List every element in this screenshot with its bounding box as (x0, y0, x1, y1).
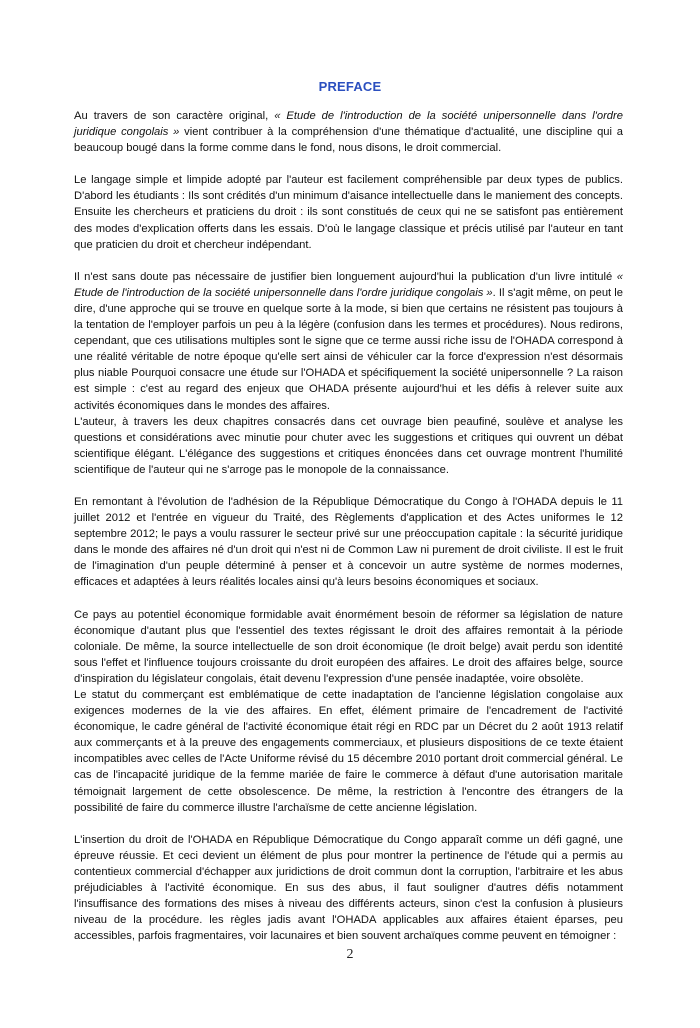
paragraph-adhesion: En remontant à l'évolution de l'adhésion de la République Démocratique du Congo à l'OHADA depuis le 11 juillet 2012 et l'entrée en vigueur du Traité, des Règlements d'application et des Actes uniformes le 12 septembre 2012; le pays a voulu rassurer le secteur privé sur une préoccupation capitale : la sécurité juridique dans le monde des affaires né d'un droit qui n'est ni de Common Law ni purement de droit civiliste. Il est le fruit de l'imagination d'un peuple déterminé à penser et à concevoir un autre système de normes modernes, efficaces et adaptées à leurs réalités locales ainsi qu'à leurs besoins économiques et sociaux. (74, 495, 623, 589)
preface-body (74, 108, 623, 960)
paragraph-justification (74, 269, 623, 414)
paragraph-intro (74, 108, 623, 156)
paragraph-author: L'auteur, à travers les deux chapitres consacrés dans cet ouvrage bien peaufiné, soulève et analyse les questions et considérations avec minutie pour chuter avec les suggestions et critiques qui ouvrent un débat scientifique élégant. L'élégance des suggestions et critiques énoncées dans cet ouvrage montrent l'humilité scientifique de l'auteur qui ne s'arroge pas le monopole de la connaissance. (74, 415, 623, 476)
paragraph-justification-lead: Il n'est sans doute pas nécessaire de justifier bien longuement aujourd'hui la publication d'un livre intitulé (74, 270, 617, 283)
book-title-citation: « Etude de l'introduction de la société unipersonnelle dans l'ordre juridique congolais » (74, 110, 623, 139)
paragraph-language: Le langage simple et limpide adopté par l'auteur est facilement compréhensible par deux types de publics. D'abord les étudiants : Ils sont crédités d'un minimum d'aisance intellectuelle dans le maniement des concepts. Ensuite les chercheurs et praticiens du droit : ils sont constitués de ceux qui ne se satisfont pas entièrement des modes d'explication offerts dans les essais. D'où le langage classique et précis utilisé par l'auteur en tant que praticien du droit et chercheur indépendant. (74, 174, 623, 251)
page-number: 2 (346, 947, 354, 962)
paragraph-justification-tail: . Il s'agit même, on peut le dire, d'une approche qui se trouve en quelque sorte à la mode, si bien que certains ne résistent pas toujours à la tentation de l'employer parfois un peu à la légère (confusion dans les termes et procédures). Nous redirons, cependant, que ces utilisations multiples sont le signe que ce terme aussi riche issu de l'OHADA correspond à une réalité véritable de notre époque qu'elle sert ainsi de véhiculer car la force d'expression n'est désormais plus niable Pourquoi consacre une étude sur l'OHADA et spécifiquement la société unipersonnelle ? La raison est simple : c'est au regard des enjeux que OHADA présente aujourd'hui et les défis à relever suite aux activités économiques dans le mondes des affaires. (74, 286, 623, 412)
paragraph-intro-lead: Au travers de son caractère original, (74, 110, 275, 122)
paragraph-reform: Ce pays au potentiel économique formidable avait énormément besoin de réformer sa législation de nature économique d'autant plus que l'essentiel des textes régissant le droit des affaires remontait à la période coloniale. De même, la source intellectuelle de son droit économique (le droit belge) avait perdu son identité sous l'effet et l'influence toujours croissante du droit européen des affaires. Le droit des affaires belge, source d'inspiration du législateur congolais, était devenu l'expression d'une pensée inadaptée, voire obsolète. (74, 608, 623, 685)
paragraph-intro-tail: vient contribuer à la compréhension d'une thématique d'actualité, une discipline qui a beaucoup bougé dans la forme comme dans le fond, nous disons, le droit commercial. (74, 126, 624, 155)
paragraph-insertion: L'insertion du droit de l'OHADA en République Démocratique du Congo apparaît comme un défi gagné, une épreuve réussie. Et ceci devient un élément de plus pour montrer la pertinence de l'étude qui a permis au contentieux commercial d'échapper aux juridictions de droit commun dont la corruption, l'arbitraire et les abus préjudiciables à l'activité économique. En sus des abus, il faut souligner d'autres défis notamment l'insuffisance des formations des mises à niveau des différents acteurs, sinon c'est la confusion à plusieurs niveau de la procédure. les règles jadis avant l'OHADA applicables aux affaires étaient éparses, peu accessibles, parfois fragmentaires, voir lacunaires et bien souvent archaïques comme peuvent en témoigner : (74, 833, 623, 943)
page-title: PREFACE (318, 79, 382, 94)
book-title-citation-2: « Etude de l'introduction de la société unipersonnelle dans l'ordre juridique congolais » (74, 270, 623, 299)
paragraph-merchant-status: Le statut du commerçant est emblématique de cette inadaptation de l'ancienne législation congolaise aux exigences modernes de la vie des affaires. En effet, élément primaire de l'encadrement de l'activité économique, le cadre général de l'activité économique était régi en RDC par un Décret du 2 août 1913 relatif aux commerçants et à la preuve des engagements commerciaux, et plusieurs dispositions de ce texte étaient incompatibles avec celles de l'Acte Uniforme révisé du 15 décembre 2010 portant droit commercial général. Le cas de l'incapacité juridique de la femme mariée de faire le commerce à défaut d'une autorisation maritale témoignait largement de cette obsolescence. De même, la restriction à l'encontre des étrangers de la possibilité de faire du commerce illustre l'archaïsme de cette ancienne législation. (74, 689, 623, 814)
